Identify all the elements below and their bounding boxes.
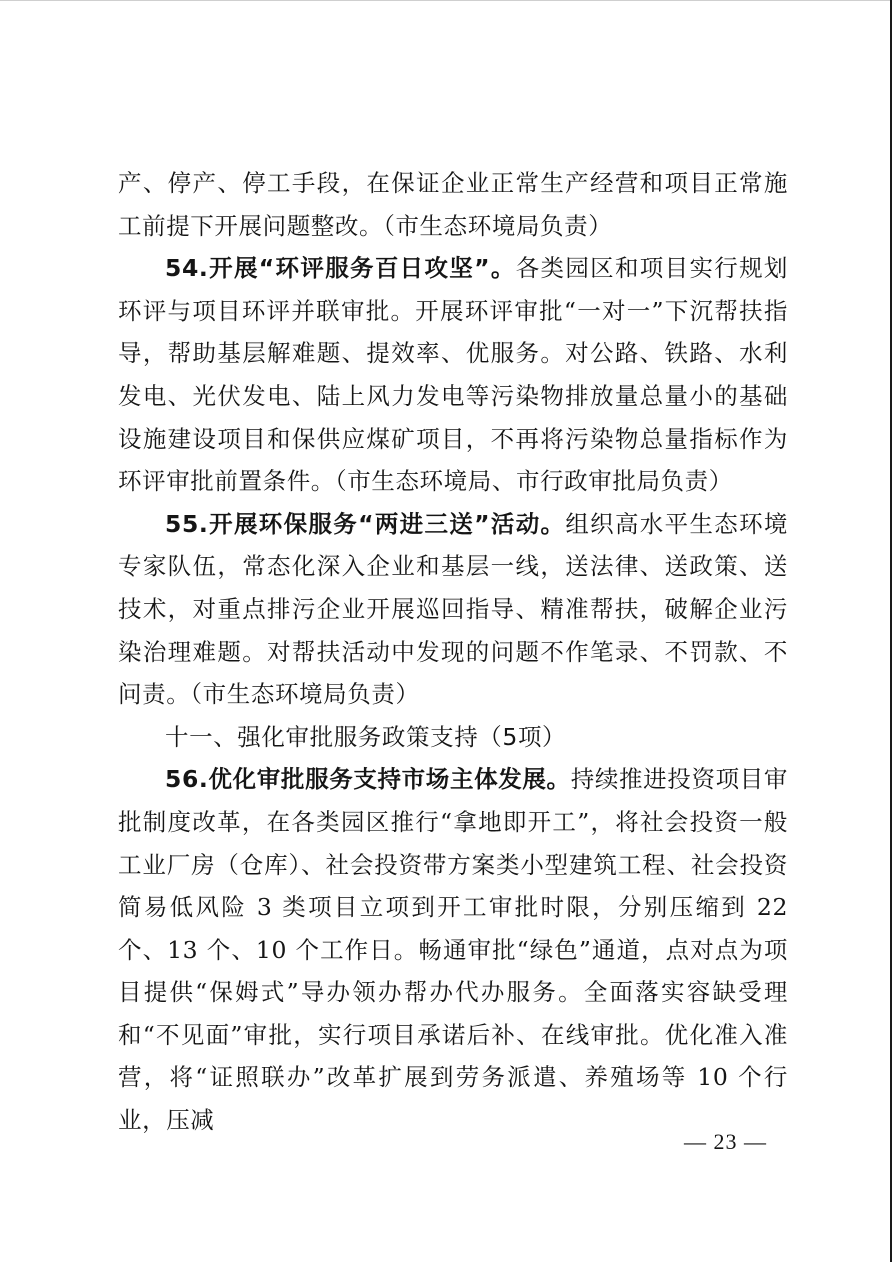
item-54-title: 54.开展“环评服务百日攻坚”。 (165, 254, 516, 283)
item-55-body: 组织高水平生态环境专家队伍，常态化深入企业和基层一线，送法律、送政策、送技术，对重点排污企业开展巡回指导、精准帮扶，破解企业污染治理难题。对帮扶活动中发现的问题不作笔录、不罚款、不问责。（市生态环境局负责） (118, 509, 788, 709)
page-top-edge (0, 0, 892, 1)
document-body (118, 162, 788, 1142)
item-54-body: 各类园区和项目实行规划环评与项目环评并联审批。开展环评审批“一对一”下沉帮扶指导，帮助基层解难题、提效率、优服务。对公路、铁路、水利发电、光伏发电、陆上风力发电等污染物排放量总量小的基础设施建设项目和保供应煤矿项目，不再将污染物总量指标作为环评审批前置条件。（市生态环境局、市行政审批局负责） (118, 254, 788, 496)
item-56-title: 56.优化审批服务支持市场主体发展。 (165, 765, 571, 794)
paragraph-item-55 (118, 503, 788, 716)
item-56-body: 持续推进投资项目审批制度改革，在各类园区推行“拿地即开工”，将社会投资一般工业厂房（仓库）、社会投资带方案类小型建筑工程、社会投资简易低风险 3 类项目立项到开工审批时限，分别压缩到 22 个、13 个、10 个工作日。畅通审批“绿色”通道，点对点为项目提供“保姆式”导办领办帮办代办服务。全面落实容缺受理和“不见面”审批，实行项目承诺后补、在线审批。优化准入准营，将“证照联办”改革扩展到劳务派遣、养殖场等 10 个行业，压减 (118, 765, 788, 1135)
section-heading: 十一、强化审批服务政策支持（5项） (165, 722, 567, 751)
item-55-title: 55.开展环保服务“两进三送”活动。 (165, 509, 566, 538)
page-number: — 23 — (684, 1129, 767, 1154)
paragraph-item-56 (118, 758, 788, 1141)
paragraph-item-54 (118, 247, 788, 503)
paragraph-53-continuation: 产、停产、停工手段，在保证企业正常生产经营和项目正常施工前提下开展问题整改。（市生态环境局负责） (118, 169, 788, 240)
